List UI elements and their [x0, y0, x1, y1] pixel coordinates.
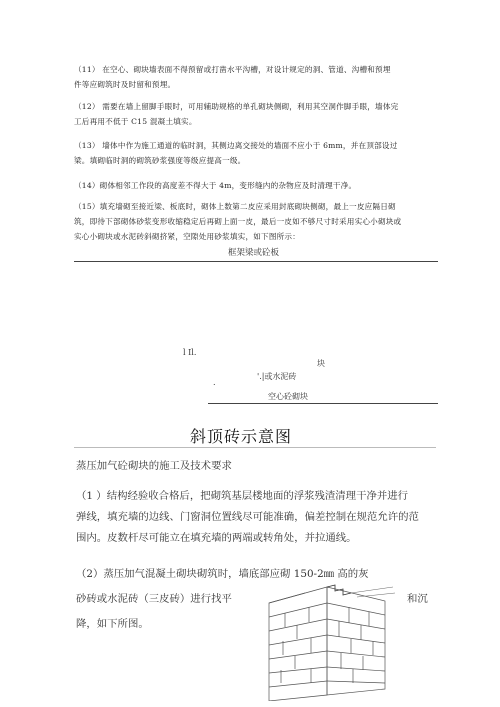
section-title: 斜顶砖示意图 [190, 427, 293, 446]
item-13-line2: 梁。填砌临时洞的砌筑砂浆强度等级应提高一级。 [74, 156, 246, 165]
item-12-line2: 工后再用不低于 C15 混凝土填实。 [74, 117, 197, 126]
figure-mark-2: 块 [317, 359, 325, 368]
frame-base-line [208, 403, 438, 404]
paragraph-1-line3: 围内。皮数杆尽可能立在填充墙的两端或转角处，并拉通线。 [76, 532, 357, 544]
subtitle: 蒸压加气砼砌块的施工及技术要求 [76, 460, 232, 472]
brick-wall-illustration [265, 583, 405, 701]
item-15-line2: 筑，即待下部砌体砂浆变形收缩稳定后再砌上面一皮，最后一皮如不够尺寸时采用实心小砌块或 [74, 217, 402, 226]
figure-mark-4: 空心砼砌块 [268, 392, 308, 401]
item-13 [74, 138, 436, 168]
section-divider [74, 447, 436, 448]
paragraph-2-line2-left: 砂砖或水泥砖（三皮砖）进行找平 [76, 593, 232, 605]
item-13-line1: （13） 墙体中作为施工通道的临时洞，其侧边离交接处的墙面不应小于 6mm，并在顶部设过 [74, 141, 398, 150]
item-15-line3: 实心小砌块或水泥砖斜砌挤紧，空隙处用砂浆填实，如下图所示： [74, 232, 301, 241]
item-12 [74, 99, 436, 129]
paragraph-1 [76, 486, 436, 549]
item-15-line1: （15）填充墙砌至接近梁、板底时，砌体上数第二皮应采用封底砌块侧砌，最上一皮应隔日砌 [74, 202, 396, 211]
item-11 [74, 62, 436, 92]
frame-beam-line [74, 261, 438, 262]
paragraph-1-line1: （1 ）结构经验收合格后，把砌筑基层楼地面的浮浆残渣清理干净并进行 [76, 490, 409, 502]
item-12-line1: （12） 需要在墙上留脚手眼时，可用辅助规格的单孔砌块侧砌，利用其空洞作脚手眼，墙体完 [74, 102, 399, 111]
item-14-line1: （14）砌体相邻工作段的高度差不得大于 4m，变形缝内的杂物应及时清理干净。 [74, 181, 357, 190]
item-11-line1: （11） 在空心、砌块墙表面不得预留或打凿水平沟槽，对设计规定的洞、管道、沟槽和预埋 [74, 65, 391, 74]
figure-mark-1: l Il. [183, 348, 197, 357]
figure-dot: . [213, 378, 216, 387]
paragraph-2-line3: 降，如下所图。 [76, 618, 149, 630]
figure-top-label: 框架梁或砼板 [228, 248, 280, 258]
item-15 [74, 199, 436, 244]
paragraph-2-line2-right: 和沉 [407, 593, 428, 605]
item-14 [74, 178, 436, 193]
figure-mark-3: '.|或水泥砖 [257, 372, 297, 381]
paragraph-1-line2: 弹线，填充墙的边线、门窗洞位置线尽可能准确，偏差控制在规范允许的范 [76, 511, 419, 523]
item-11-line2: 件等应砌筑时及时留和预埋。 [74, 80, 176, 89]
paragraph-2-line1: （2）蒸压加气混凝土砌块砌筑时，墙底部应砌 150-2㎜ 高的灰 [76, 568, 369, 580]
